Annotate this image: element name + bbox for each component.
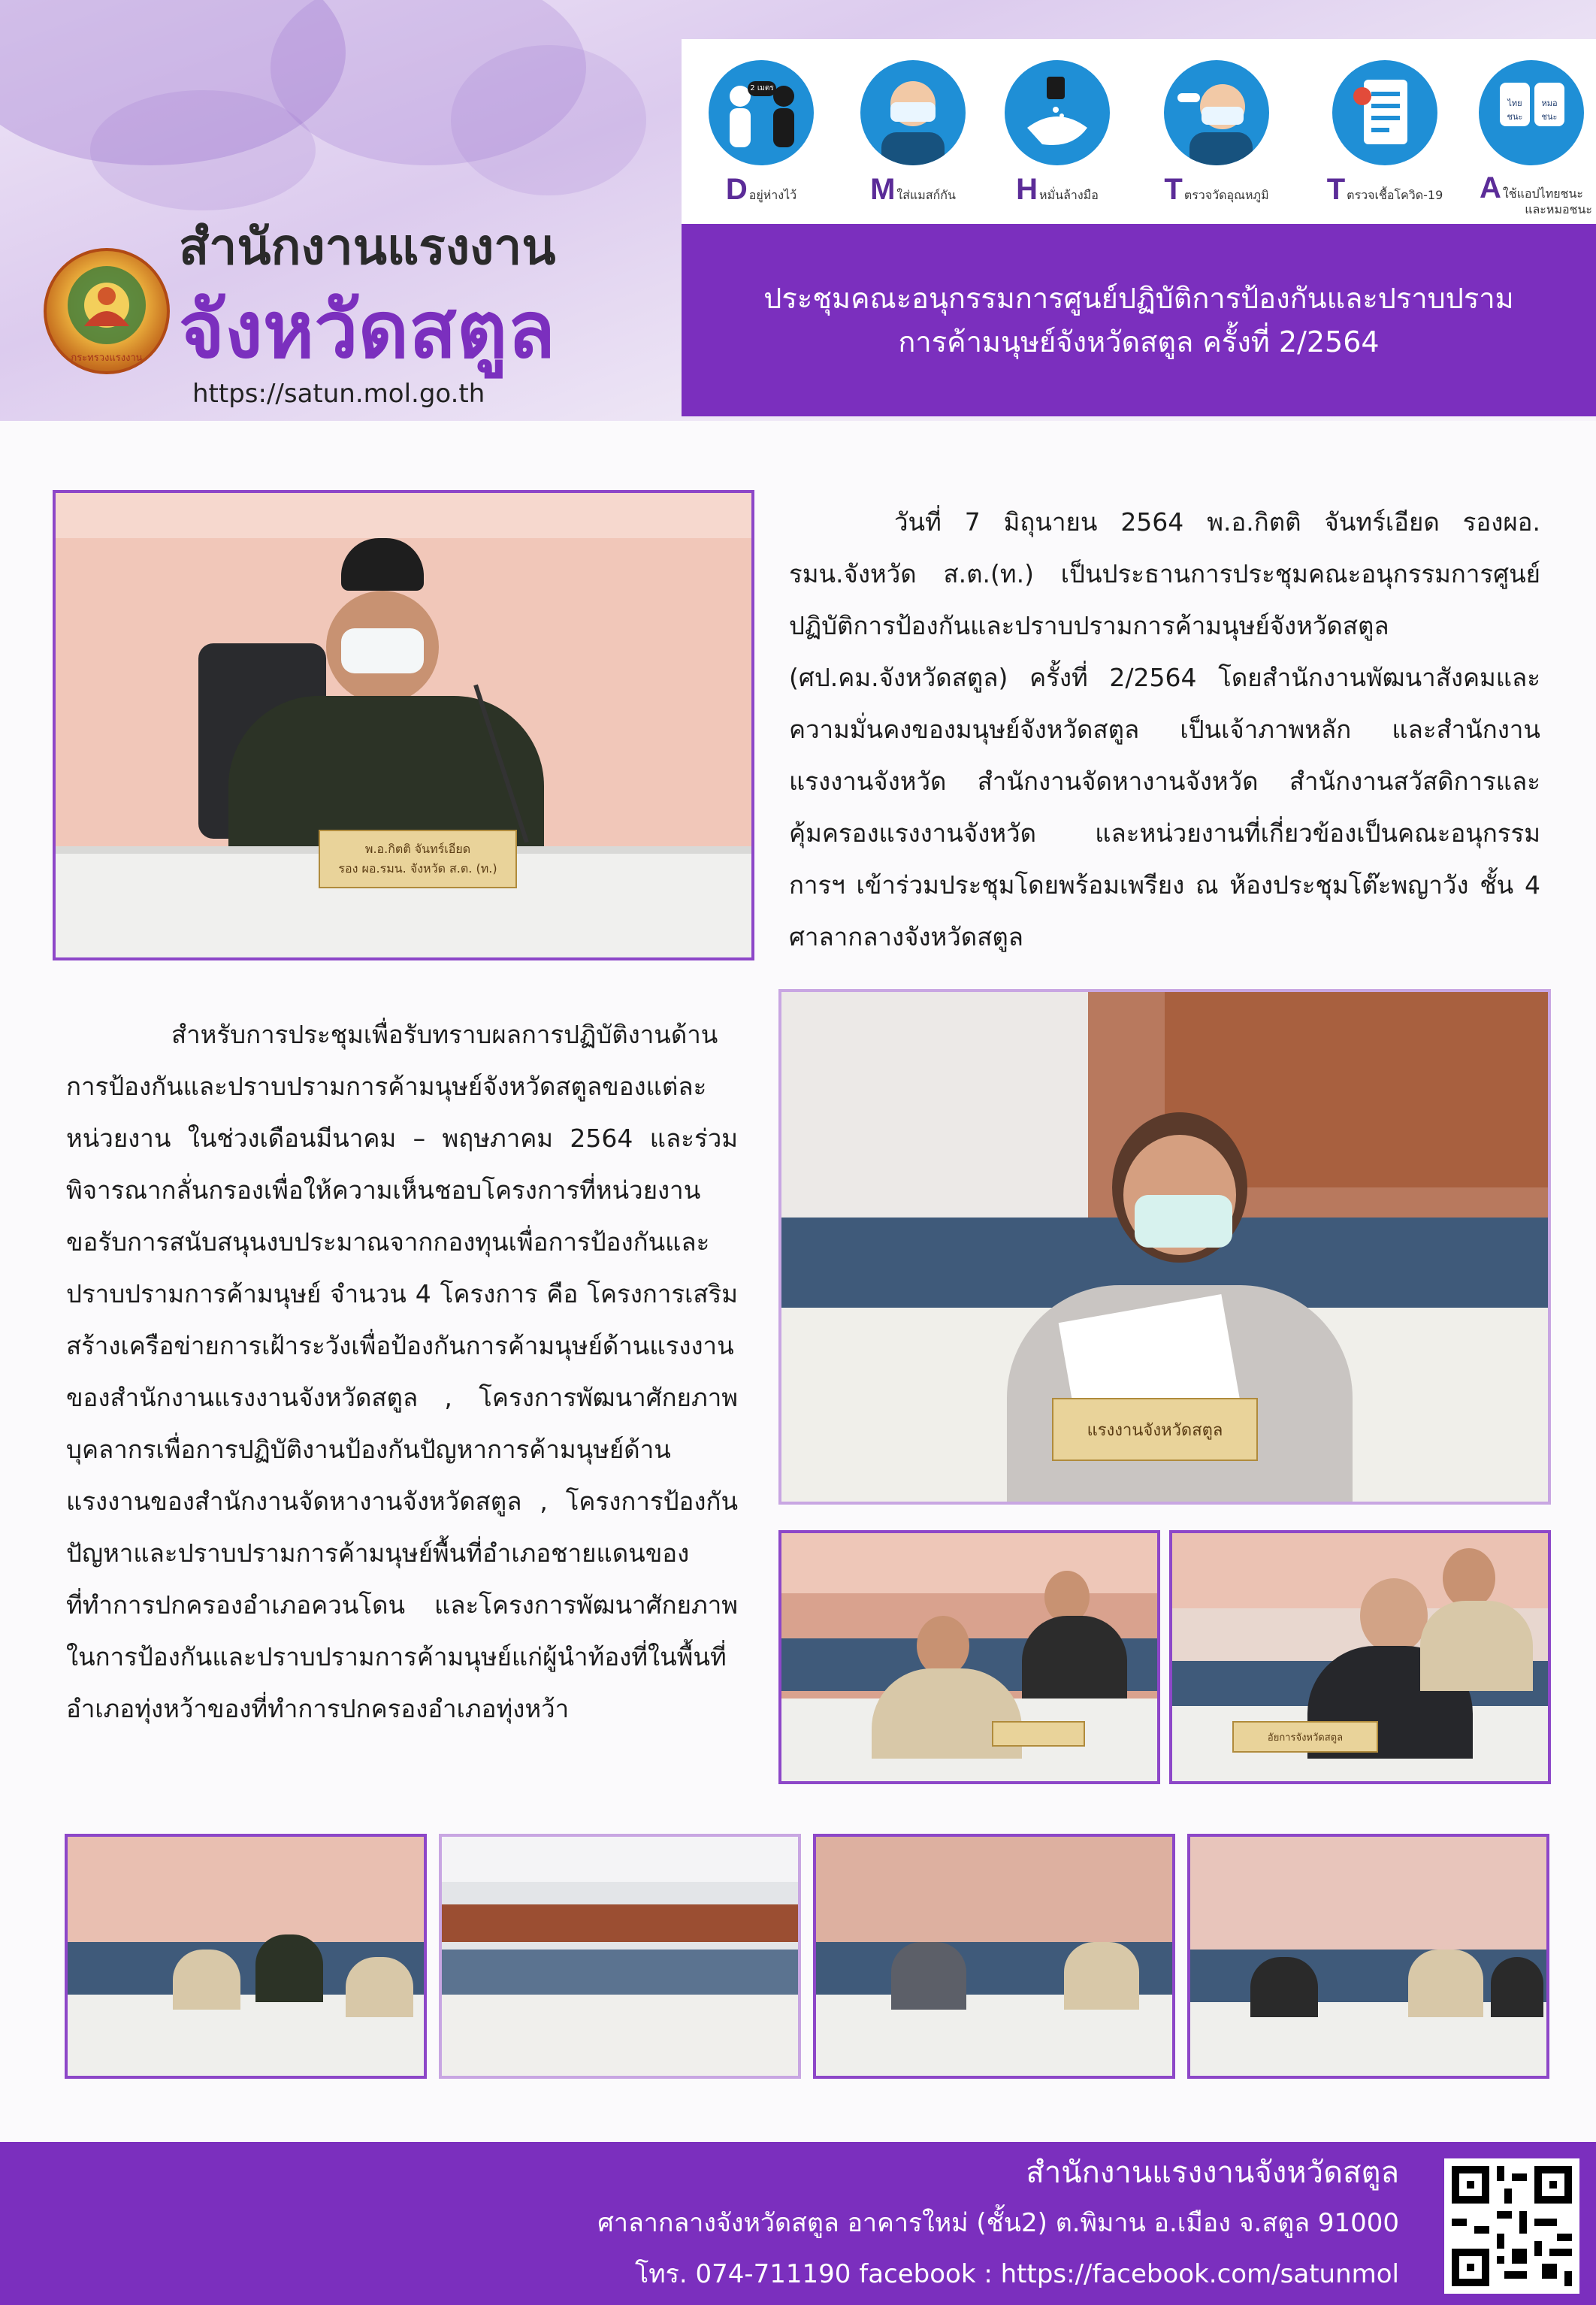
measure-letter: M [870,173,896,206]
article-paragraph-1 [789,496,1540,963]
province-name: จังหวัดสตูล [179,284,555,376]
measure-handwash [997,60,1117,207]
app-icon [1479,60,1584,165]
website-url[interactable]: https://satun.mol.go.th [192,379,485,409]
qr-code-icon[interactable] [1444,2158,1579,2294]
photo-strip-4 [1187,1834,1549,2079]
small-nameplate [992,1721,1085,1747]
headline-box [682,224,1596,416]
ministry-of-labour-seal [44,248,170,374]
covid-measures-panel [682,39,1596,224]
measure-text: ใส่แมสก์กัน [896,188,956,202]
measure-temperature [1141,60,1292,207]
headline-line-2: การค้ามนุษย์จังหวัดสตูล ครั้งที่ 2/2564 [898,325,1380,358]
photo-labour-officer [778,989,1551,1505]
distance-icon [709,60,814,165]
nameplate-position: รอง ผอ.รมน. จังหวัด ส.ต. (ท.) [338,861,497,876]
measure-letter: H [1016,173,1038,206]
measure-distance [701,60,821,207]
photo-chairman [53,490,754,960]
measure-letter: D [725,173,748,206]
prosecutor-nameplate: อัยการจังหวัดสตูล [1232,1721,1378,1753]
handwash-icon [1005,60,1110,165]
mask-icon [860,60,966,165]
measure-mask [853,60,973,207]
footer-office-name: สำนักงานแรงงานจังหวัดสตูล [1026,2155,1399,2190]
measure-covid-test [1310,60,1460,207]
article-paragraph-2 [66,1009,738,1735]
thermometer-icon [1164,60,1269,165]
paragraph-2-text: สำหรับการประชุมเพื่อรับทราบผลการปฏิบัติงานด้านการป้องกันและปราบปรามการค้ามนุษย์จังหวัดสตูลของแต่ละหน่วยงาน ในช่วงเดือนมีนาคม – พฤษภาคม 2564 และร่วมพิจารณากลั่นกรองเพื่อให้ความเห็นชอบโครงการที่หน่วยงานขอรับการสนับสนุนงบประมาณจากกองทุนเพื่อการป้องกันและปราบปรามการค้ามนุษย์ จำนวน 4 โครงการ คือ โครงการเสริมสร้างเครือข่ายการเฝ้าระวังเพื่อป้องกันการค้ามนุษย์ด้านแรงงานของสำนักงานแรงงานจังหวัดสตูล , โครงการพัฒนาศักยภาพบุคลากรเพื่อการปฏิบัติงานป้องกันปัญหาการค้ามนุษย์ด้านแรงงานของสำนักงานจัดหางานจังหวัดสตูล , โครงการป้องกันปัญหาและปราบปรามการค้ามนุษย์พื้นที่อำเภอชายแดนของที่ทำการปกครองอำเภอควนโดน และโครงการพัฒนาศักยภาพในการป้องกันและปราบปรามการค้ามนุษย์แก่ผู้นำท้องที่ในพื้นที่อำเภอทุ่งหว้าของที่ทำการปกครองอำเภอทุ่งหว้า [66,1020,738,1723]
seal-caption: กระทรวงแรงงาน [71,352,143,364]
measure-text: หมั่นล้างมือ [1039,188,1099,202]
nameplate-name: พ.อ.กิตติ จันทร์เอียด [364,842,471,856]
distance-badge: 2 เมตร [750,84,774,92]
footer-contact[interactable]: โทร. 074-711190 facebook : https://facebook.com/satunmol [634,2259,1399,2289]
photo-officials-right [1169,1530,1551,1784]
measure-text: ใช้แอปไทยชนะ [1502,186,1583,201]
paragraph-1-text: วันที่ 7 มิถุนายน 2564 พ.อ.กิตติ จันทร์เอียด รองผอ. รมน.จังหวัด ส.ต.(ท.) เป็นประธานการประชุมคณะอนุกรรมการศูนย์ปฏิบัติการป้องกันและปราบปรามการค้ามนุษย์จังหวัดสตูล (ศป.คม.จังหวัดสตูล) ครั้งที่ 2/2564 โดยสำนักงานพัฒนาสังคมและความมั่นคงของมนุษย์จังหวัดสตูล เป็นเจ้าภาพหลัก และสำนักงานแรงงานจังหวัด สำนักงานจัดหางานจังหวัด สำนักงานสวัสดิการและคุ้มครองแรงงานจังหวัด และหน่วยงานที่เกี่ยวข้องเป็นคณะอนุกรรมการฯ เข้าร่วมประชุมโดยพร้อมเพรียง ณ ห้องประชุมโต๊ะพญาวัง ชั้น 4 ศาลากลางจังหวัดสตูล [789,507,1540,951]
test-icon [1332,60,1437,165]
measure-text: ตรวจวัดอุณหภูมิ [1183,188,1269,202]
chairman-nameplate [319,830,517,888]
measure-text: ตรวจเชื้อโควิด-19 [1347,188,1443,202]
measure-text-2: และหมอชนะ [1525,202,1592,216]
headline-line-1: ประชุมคณะอนุกรรมการศูนย์ปฏิบัติการป้องกันและปราบปราม [763,282,1514,315]
measure-letter: T [1326,173,1346,206]
measure-app [1468,60,1595,219]
labour-office-nameplate: แรงงานจังหวัดสตูล [1052,1398,1258,1461]
measure-letter: A [1480,171,1501,204]
photo-strip-1 [65,1834,427,2079]
app-label-mohchana: หมอชนะ [1534,83,1564,126]
photo-strip-2 [439,1834,801,2079]
app-label-thaichana: ไทยชนะ [1500,83,1530,126]
office-name: สำนักงานแรงงาน [179,218,556,276]
photo-officials-left [778,1530,1160,1784]
measure-letter: T [1164,173,1183,206]
footer-address: ศาลากลางจังหวัดสตูล อาคารใหม่ (ชั้น2) ต.พิมาน อ.เมือง จ.สตูล 91000 [597,2208,1399,2238]
measure-text: อยู่ห่างไว้ [748,188,797,202]
photo-strip-3 [813,1834,1175,2079]
